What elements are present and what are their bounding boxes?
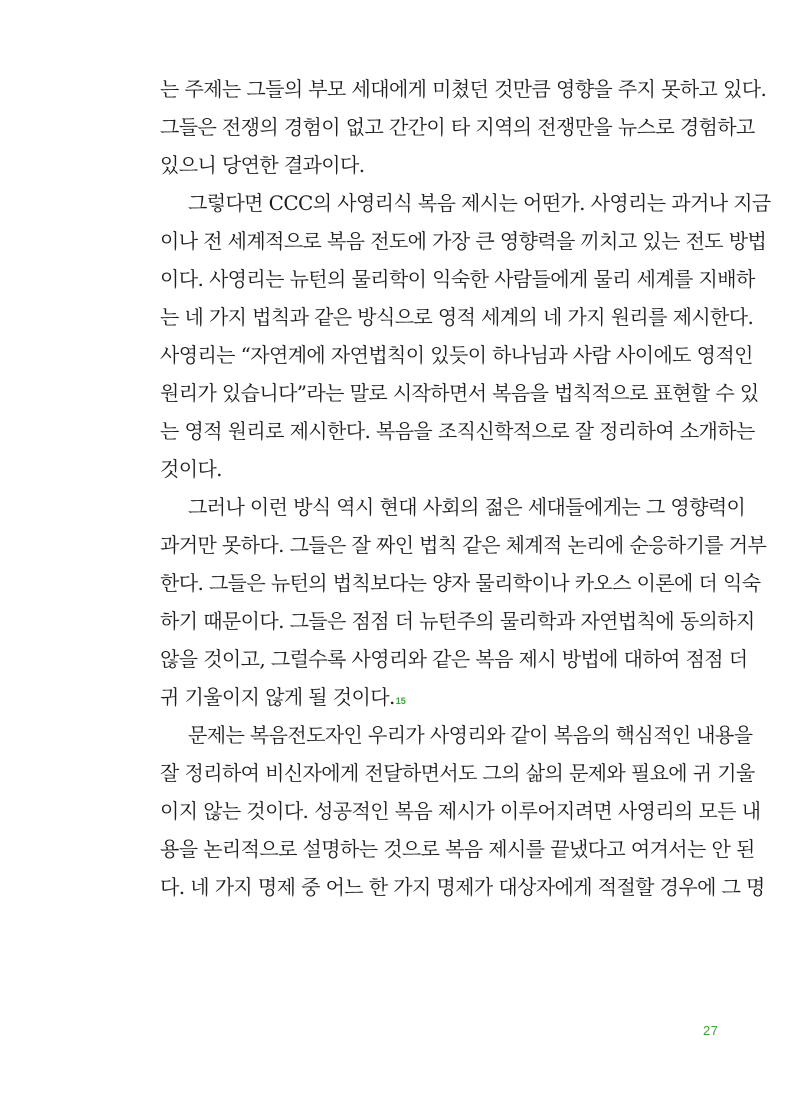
text-line: 는 주제는 그들의 부모 세대에게 미쳤던 것만큼 영향을 주지 못하고 있다.	[160, 77, 767, 101]
text-line: 원리가 있습니다”라는 말로 시작하면서 복음을 법칙적으로 표현할 수 있	[160, 381, 759, 405]
text-line: 그들은 전쟁의 경험이 없고 간간이 타 지역의 전쟁만을 뉴스로 경험하고	[160, 115, 755, 139]
text-line: 한다. 그들은 뉴턴의 법칙보다는 양자 물리학이나 카오스 이론에 더 익숙	[160, 571, 761, 595]
text-line: 이나 전 세계적으로 복음 전도에 가장 큰 영향력을 끼치고 있는 전도 방법	[160, 229, 767, 253]
page-body	[160, 70, 771, 906]
text-line: 는 네 가지 법칙과 같은 방식으로 영적 세계의 네 가지 원리를 제시한다.	[160, 305, 754, 329]
text-line	[160, 678, 725, 716]
text-line: 있으니 당연한 결과이다.	[160, 153, 365, 177]
text-line: 용을 논리적으로 설명하는 것으로 복음 제시를 끝냈다고 여겨서는 안 된	[160, 837, 755, 861]
text-line: 다. 네 가지 명제 중 어느 한 가지 명제가 대상자에게 적절할 경우에 그 명	[160, 875, 765, 899]
page-number: 27	[703, 1023, 719, 1038]
text-line-content: 귀 기울이지 않게 될 것이다.	[160, 685, 395, 709]
footnote-marker[interactable]: 15	[395, 696, 406, 706]
text-line: 이지 않는 것이다. 성공적인 복음 제시가 이루어지려면 사영리의 모든 내	[160, 799, 761, 823]
text-line: 그렇다면 CCC의 사영리식 복음 제시는 어떤가. 사영리는 과거나 지금	[188, 191, 771, 215]
text-line: 는 영적 원리로 제시한다. 복음을 조직신학적으로 잘 정리하여 소개하는	[160, 419, 755, 443]
text-line: 하기 때문이다. 그들은 점점 더 뉴턴주의 물리학과 자연법칙에 동의하지	[160, 609, 755, 633]
text-line: 잘 정리하여 비신자에게 전달하면서도 그의 삶의 문제와 필요에 귀 기울	[160, 761, 755, 785]
text-line: 그러나 이런 방식 역시 현대 사회의 젊은 세대들에게는 그 영향력이	[188, 495, 746, 519]
text-line: 것이다.	[160, 457, 222, 481]
paragraph	[160, 716, 765, 906]
paragraph	[160, 488, 767, 716]
text-line: 사영리는 “자연계에 자연법칙이 있듯이 하나님과 사람 사이에도 영적인	[160, 343, 753, 367]
text-line: 과거만 못하다. 그들은 잘 짜인 법칙 같은 체계적 논리에 순응하기를 거부	[160, 533, 767, 557]
text-line: 않을 것이고, 그럴수록 사영리와 같은 복음 제시 방법에 대하여 점점 더	[160, 647, 748, 671]
paragraph	[160, 70, 767, 184]
text-line: 이다. 사영리는 뉴턴의 물리학이 익숙한 사람들에게 물리 세계를 지배하	[160, 267, 755, 291]
paragraph	[160, 184, 771, 488]
text-line: 문제는 복음전도자인 우리가 사영리와 같이 복음의 핵심적인 내용을	[188, 723, 753, 747]
